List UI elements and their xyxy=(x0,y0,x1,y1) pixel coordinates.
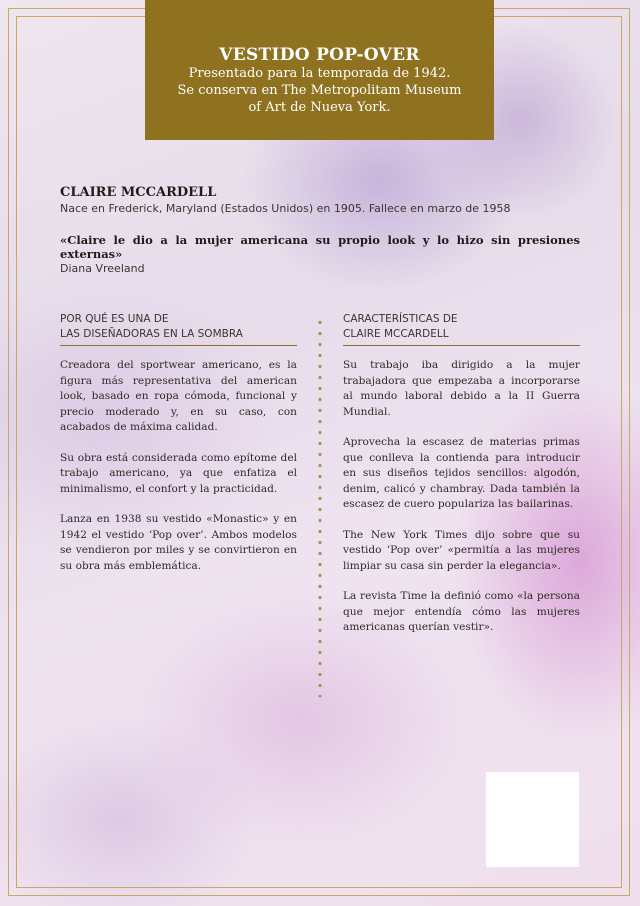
right-column xyxy=(343,312,580,651)
right-column-heading-line-2: CLAIRE MCCARDELL xyxy=(343,328,449,340)
left-paragraph-1: Creadora del sportwear americano, es la figura más representativa del american look, basado en ropa cómoda, funcional y precio moderado y, en su caso, con acabados de máxima calidad. xyxy=(60,359,297,433)
right-paragraph-4: La revista Time la definió como «la persona que mejor entendía cómo las mujeres americanas querían vestir». xyxy=(343,590,580,633)
left-paragraph-2: Su obra está considerada como epítome del trabajo americano, ya que enfatiza el minimalismo, el confort y la practicidad. xyxy=(60,451,297,495)
left-column xyxy=(60,312,297,589)
banner-subtitle-line-2: Se conserva en The Metropolitam Museum xyxy=(177,83,462,98)
left-column-heading-line-2: LAS DISEÑADORAS EN LA SOMBRA xyxy=(60,328,243,340)
right-paragraph-2: Aprovecha la escasez de materias primas que conlleva la contienda para introducir en sus diseños tejidos sencillos: algodón, denim, calicó y chambray. Dada también la escasez de cuero populariza las bailarinas. xyxy=(343,436,580,510)
left-column-heading-line-1: POR QUÉ ES UNA DE xyxy=(60,313,169,325)
left-column-divider xyxy=(60,345,297,346)
quote-author: Diana Vreeland xyxy=(60,262,145,275)
designer-intro xyxy=(60,184,580,276)
banner-subtitle-line-3: of Art de Nueva York. xyxy=(248,100,391,115)
column-dotted-divider xyxy=(318,317,322,697)
banner-subtitle-line-1: Presentado para la temporada de 1942. xyxy=(188,66,451,81)
right-column-heading-line-1: CARACTERÍSTICAS DE xyxy=(343,313,458,325)
right-column-divider xyxy=(343,345,580,346)
designer-name: CLAIRE MCCARDELL xyxy=(60,185,217,200)
right-paragraph-3: The New York Times dijo sobre que su vestido ‘Pop over’ «permitía a las mujeres limpiar su casa sin perder la elegancia». xyxy=(343,528,580,572)
right-paragraph-1: Su trabajo iba dirigido a la mujer trabajadora que empezaba a incorporarse al mundo laboral debido a la II Guerra Mundial. xyxy=(343,359,580,418)
designer-bio: Nace en Frederick, Maryland (Estados Unidos) en 1905. Fallece en marzo de 1958 xyxy=(60,202,511,215)
title-banner xyxy=(145,0,494,140)
designer-quote: «Claire le dio a la mujer americana su propio look y lo hizo sin presiones externas» xyxy=(60,233,580,261)
blank-image-placeholder xyxy=(486,772,579,867)
banner-title: VESTIDO POP-OVER xyxy=(219,45,420,65)
left-paragraph-3: Lanza en 1938 su vestido «Monastic» y en 1942 el vestido ‘Pop over’. Ambos modelos se vendieron por miles y se convirtieron en su obra más emblemática. xyxy=(60,513,297,572)
